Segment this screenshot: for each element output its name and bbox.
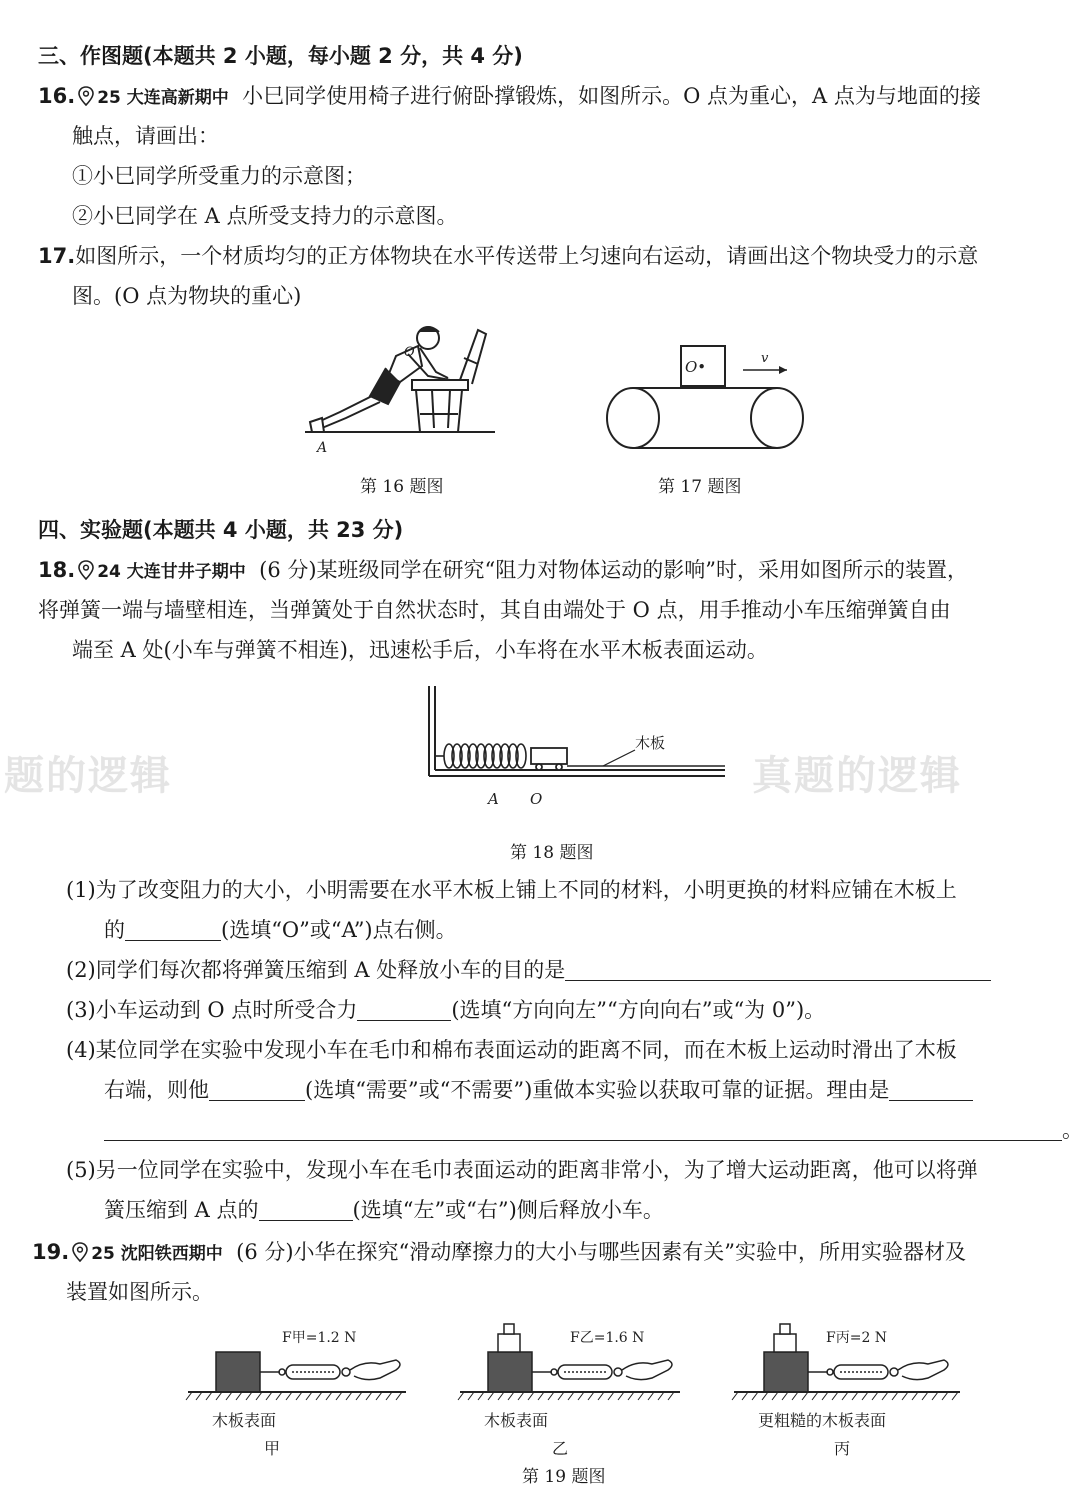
question-16-item-1: ①小巳同学所受重力的示意图；: [72, 164, 366, 188]
figure-16-label-o: O: [404, 345, 415, 360]
figure-17-label-v: v: [761, 351, 769, 366]
weight-illustration: [774, 1334, 796, 1352]
figure-18-caption: 第 18 题图: [510, 843, 594, 863]
question-19-source: 25 沈阳铁西期中: [91, 1244, 223, 1264]
q18-part-5-suffix: (选填“左”或“右”)侧后释放小车。: [352, 1198, 664, 1222]
surface-hatching: [458, 1392, 674, 1400]
spring-scale-illustration: [260, 1360, 400, 1380]
q18-part-3-prefix: (3)小车运动到 O 点时所受合力: [66, 998, 358, 1022]
question-19-line-2: 装置如图所示。: [66, 1280, 213, 1304]
velocity-arrowhead: [779, 366, 787, 374]
block-illustration: [488, 1352, 532, 1392]
board-pointer-line: [603, 750, 635, 766]
watermark-right: 真题的逻辑: [752, 753, 962, 799]
q18-part-4-reason-blank-continued[interactable]: [104, 1120, 1062, 1141]
question-16-line-2: 触点，请画出：: [72, 124, 219, 148]
question-18-line-3: 端至 A 处(小车与弹簧不相连)，迅速松手后，小车将在水平木板表面运动。: [72, 638, 768, 662]
question-18-text: (6 分)某班级同学在研究“阻力对物体运动的影响”时，采用如图所示的装置，: [259, 558, 969, 582]
figure-19-b-force: F乙=1.6 N: [570, 1330, 645, 1346]
weight-illustration: [498, 1334, 520, 1352]
spring-scale-illustration: [532, 1360, 672, 1380]
q18-part-4-prefix: 右端，则他: [104, 1078, 209, 1102]
question-17-line-2: 图。(O 点为物块的重心): [72, 284, 302, 308]
q18-part-3-suffix: (选填“方向向左”“方向向右”或“为 0”)。: [451, 998, 826, 1022]
figure-19-c-name: 丙: [834, 1439, 851, 1458]
chair-illustration: [412, 330, 486, 432]
question-18-number: 18.: [38, 558, 76, 582]
figure-18-label-a: A: [488, 790, 499, 808]
wall-and-floor: [429, 686, 725, 776]
figure-19-c-force: F丙=2 N: [826, 1330, 888, 1346]
q18-part-1-prefix: 的: [104, 918, 125, 942]
figure-17-label-o: O•: [685, 358, 707, 376]
q18-part-2-line: [66, 956, 991, 984]
question-16-line-1: [38, 82, 981, 112]
location-pin-icon: [77, 86, 95, 106]
q18-part-4-suffix: (选填“需要”或“不需要”)重做本实验以获取可靠的证据。理由是: [305, 1078, 890, 1102]
figure-19-setup-c: [730, 1314, 966, 1396]
question-19-number: 19.: [32, 1240, 70, 1264]
location-pin-icon: [71, 1242, 89, 1262]
q18-part-5-prefix: 簧压缩到 A 点的: [104, 1198, 259, 1222]
figure-18-label-o: O: [530, 790, 543, 808]
weight-knob: [504, 1324, 514, 1334]
figure-16-caption: 第 16 题图: [360, 477, 444, 497]
figure-19-setup-a: [184, 1320, 412, 1396]
conveyor-belt: [607, 388, 803, 448]
question-16-text: 小巳同学使用椅子进行俯卧撑锻炼，如图所示。O 点为重心，A 点为与地面的接: [242, 84, 981, 108]
figure-19-setup-b: [456, 1314, 686, 1396]
q18-part-4-line-3: [104, 1116, 1083, 1144]
q18-part-5-line-2: [104, 1196, 664, 1224]
q18-part-3-answer-blank[interactable]: [357, 1000, 451, 1021]
weight-knob: [780, 1324, 790, 1334]
q18-part-1-line-1: (1)为了改变阻力的大小，小明需要在水平木板上铺上不同的材料，小明更换的材料应铺在木板上: [66, 878, 957, 902]
block-illustration: [764, 1352, 808, 1392]
question-17-text: 如图所示，一个材质均匀的正方体物块在水平传送带上匀速向右运动，请画出这个物块受力的示意: [75, 244, 979, 268]
figure-16-label-a: A: [317, 440, 328, 456]
spring-coil: [435, 744, 526, 768]
block-illustration: [216, 1352, 260, 1392]
q18-part-1-answer-blank[interactable]: [125, 920, 221, 941]
q18-part-4-period: 。: [1062, 1118, 1083, 1142]
figure-19-caption: 第 19 题图: [522, 1467, 606, 1487]
question-18-source: 24 大连甘井子期中: [97, 562, 246, 582]
question-18-line-2: 将弹簧一端与墙壁相连，当弹簧处于自然状态时，其自由端处于 O 点，用手推动小车压缩弹簧自由: [38, 598, 951, 622]
q18-part-1-line-2: [104, 916, 457, 944]
figure-17-conveyor-diagram: [605, 340, 810, 452]
q18-part-5-answer-blank[interactable]: [259, 1200, 353, 1221]
q18-part-5-line-1: (5)另一位同学在实验中，发现小车在毛巾表面运动的距离非常小，为了增大运动距离，他可以将弹: [66, 1158, 978, 1182]
question-16-item-2: ②小巳同学在 A 点所受支持力的示意图。: [72, 204, 458, 228]
figure-19-b-name: 乙: [552, 1439, 569, 1458]
question-17-line-1: [38, 242, 978, 270]
section-4-title: 四、实验题(本题共 4 小题，共 23 分): [38, 518, 404, 542]
question-17-number: 17.: [38, 244, 76, 268]
figure-19-c-surface: 更粗糙的木板表面: [758, 1411, 887, 1430]
figure-19-a-name: 甲: [264, 1439, 281, 1458]
figure-18-spring-cart-diagram: [425, 682, 735, 810]
q18-part-4-line-2: [104, 1076, 973, 1104]
question-19-text: (6 分)小华在探究“滑动摩擦力的大小与哪些因素有关”实验中，所用实验器材及: [236, 1240, 967, 1264]
question-18-line-1: [38, 556, 968, 586]
question-16-number: 16.: [38, 84, 76, 108]
question-16-source: 25 大连高新期中: [97, 88, 229, 108]
figure-19-b-surface: 木板表面: [484, 1411, 549, 1430]
question-19-line-1: [32, 1238, 966, 1268]
figure-16-pushup-diagram: [300, 318, 500, 458]
q18-part-1-suffix: (选填“O”或“A”)点右侧。: [221, 918, 457, 942]
figure-18-label-board: 木板: [635, 734, 666, 752]
q18-part-2-answer-blank[interactable]: [565, 960, 991, 981]
q18-part-2-text: (2)同学们每次都将弹簧压缩到 A 处释放小车的目的是: [66, 958, 566, 982]
cart-illustration: [531, 748, 567, 770]
surface-hatching: [732, 1392, 958, 1400]
surface-hatching: [186, 1392, 402, 1400]
spring-scale-illustration: [808, 1360, 948, 1380]
watermark-left: 题的逻辑: [4, 753, 172, 799]
q18-part-4-line-1: (4)某位同学在实验中发现小车在毛巾和棉布表面运动的距离不同，而在木板上运动时滑出了木板: [66, 1038, 957, 1062]
section-3-title: 三、作图题(本题共 2 小题，每小题 2 分，共 4 分): [38, 44, 523, 68]
figure-19-a-force: F甲=1.2 N: [282, 1330, 357, 1346]
q18-part-4-reason-blank[interactable]: [889, 1080, 973, 1101]
q18-part-4-answer-blank[interactable]: [209, 1080, 305, 1101]
figure-19-a-surface: 木板表面: [212, 1411, 277, 1430]
location-pin-icon: [77, 560, 95, 580]
figure-17-caption: 第 17 题图: [658, 477, 742, 497]
q18-part-3-line: [66, 996, 825, 1024]
